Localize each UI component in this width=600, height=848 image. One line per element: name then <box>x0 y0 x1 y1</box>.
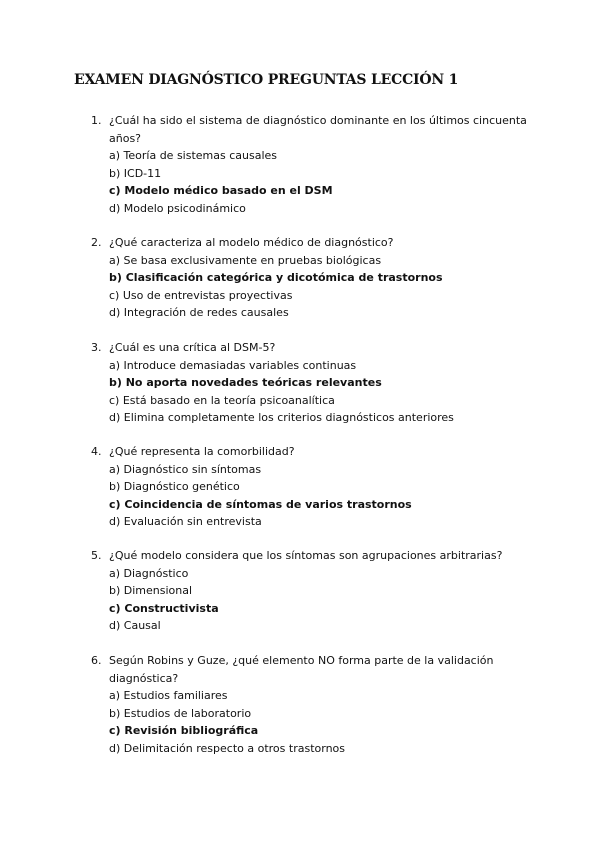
option-b-correct: b) Clasificación categórica y dicotómica de trastornos <box>109 271 443 284</box>
question-stem <box>91 339 541 357</box>
option-d: d) Modelo psicodinámico <box>109 201 246 215</box>
option-a: a) Diagnóstico sin síntomas <box>109 462 262 476</box>
question-1 <box>91 112 541 217</box>
option-c: c) Está basado en la teoría psicoanalítica <box>109 393 335 407</box>
question-text: Según Robins y Guze, ¿qué elemento NO forma parte de la validación diagnóstica? <box>109 654 494 685</box>
question-number: 2. <box>91 236 102 249</box>
option-d: d) Integración de redes causales <box>109 306 289 319</box>
question-text: ¿Qué modelo considera que los síntomas son agrupaciones arbitrarias? <box>109 549 503 562</box>
question-stem <box>91 234 541 252</box>
option-c-correct: c) Revisión bibliográfica <box>109 724 259 737</box>
option-b: b) ICD-11 <box>109 166 162 180</box>
option-b: b) Estudios de laboratorio <box>109 706 252 720</box>
option-d: d) Causal <box>109 619 161 632</box>
question-6 <box>91 652 541 757</box>
option-a: a) Teoría de sistemas causales <box>109 149 278 162</box>
option-c-correct: c) Constructivista <box>109 601 219 615</box>
question-text: ¿Cuál es una crítica al DSM-5? <box>109 341 276 354</box>
option-c-correct: c) Coincidencia de síntomas de varios trastornos <box>109 497 412 511</box>
question-5 <box>91 547 541 635</box>
question-2 <box>91 234 541 322</box>
question-stem <box>91 652 541 687</box>
question-3 <box>91 339 541 427</box>
option-c: c) Uso de entrevistas proyectivas <box>109 288 293 302</box>
page-title: EXAMEN DIAGNÓSTICO PREGUNTAS LECCIÓN 1 <box>74 72 459 88</box>
question-number: 5. <box>91 549 102 562</box>
option-a: a) Se basa exclusivamente en pruebas biológicas <box>109 253 382 267</box>
option-b: b) Dimensional <box>109 584 193 597</box>
question-number: 4. <box>91 445 102 458</box>
option-a: a) Diagnóstico <box>109 566 189 580</box>
question-stem <box>91 547 541 565</box>
question-number: 6. <box>91 654 102 667</box>
option-d: d) Delimitación respecto a otros trastornos <box>109 741 345 755</box>
question-number: 3. <box>91 341 102 354</box>
option-b-correct: b) No aporta novedades teóricas relevantes <box>109 376 382 389</box>
option-a: a) Introduce demasiadas variables continuas <box>109 358 357 372</box>
question-4 <box>91 443 541 531</box>
question-text: ¿Qué representa la comorbilidad? <box>109 445 295 458</box>
question-text: ¿Cuál ha sido el sistema de diagnóstico dominante en los últimos cincuenta años? <box>109 114 527 145</box>
question-number: 1. <box>91 114 102 127</box>
question-stem <box>91 443 541 461</box>
option-c-correct: c) Modelo médico basado en el DSM <box>109 184 333 197</box>
question-stem <box>91 112 541 147</box>
question-text: ¿Qué caracteriza al modelo médico de diagnóstico? <box>109 236 394 249</box>
option-d: d) Elimina completamente los criterios diagnósticos anteriores <box>109 411 454 424</box>
option-b: b) Diagnóstico genético <box>109 480 240 493</box>
option-d: d) Evaluación sin entrevista <box>109 515 262 528</box>
option-a: a) Estudios familiares <box>109 689 228 702</box>
